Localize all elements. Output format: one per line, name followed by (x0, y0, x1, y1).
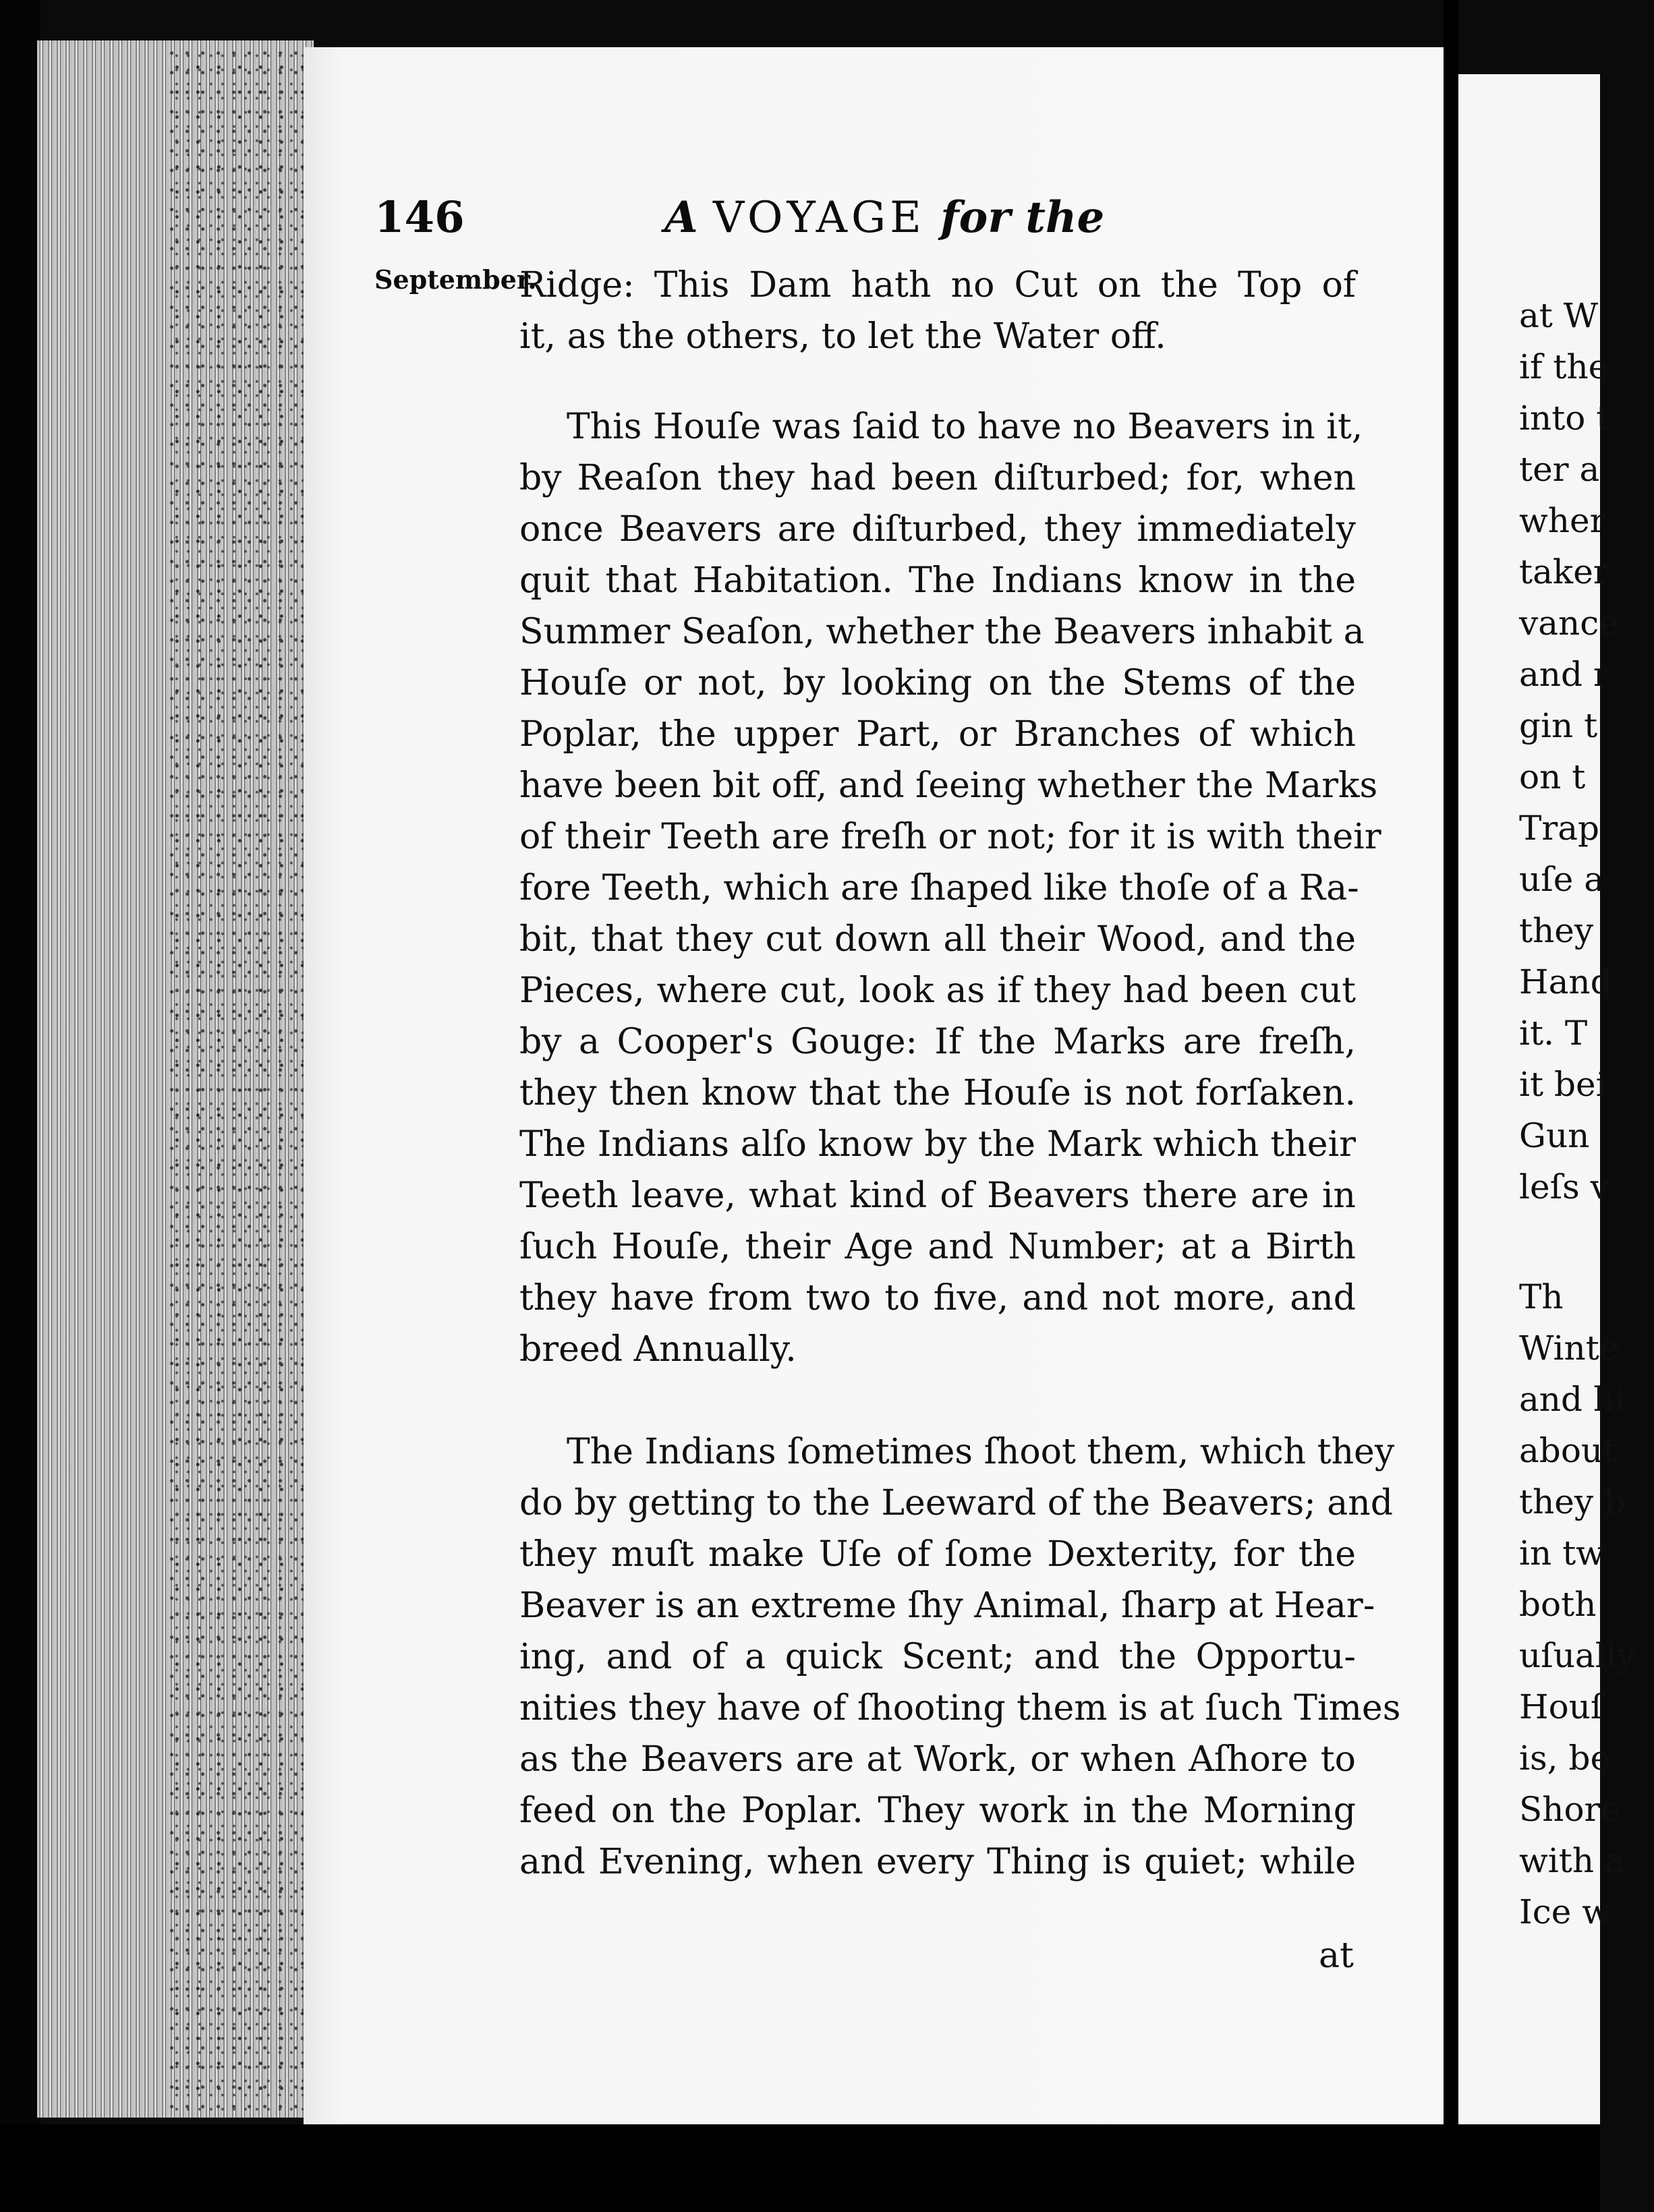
text-fragment: and hi (1519, 1380, 1626, 1419)
text-fragment: gin t (1519, 706, 1598, 745)
text-fragment: ter a (1519, 450, 1600, 489)
running-head-title (664, 192, 1104, 243)
text-fragment: Houſ (1519, 1687, 1603, 1726)
text-fragment: in tw (1519, 1534, 1605, 1573)
scan-border-bottom (0, 2124, 1600, 2212)
text-fragment: Ice w (1519, 1892, 1612, 1931)
running-head-rest: for the (940, 192, 1105, 243)
text-fragment: they (1519, 911, 1594, 950)
paragraph-2 (519, 401, 1381, 1375)
text-fragment: Hand (1519, 962, 1612, 1001)
text-fragment: and r (1519, 655, 1609, 694)
text-fragment: uſe a (1519, 860, 1605, 899)
text-line: nities they have of ſhooting them is at ſuch Times (519, 1688, 1401, 1728)
book-gutter-shadow (1444, 0, 1458, 2212)
text-line: they then know that the Houſe is not forſaken. (519, 1073, 1356, 1113)
text-fragment: they b (1519, 1482, 1626, 1521)
page-number: 146 (374, 192, 465, 243)
text-fragment: at W (1519, 296, 1599, 335)
text-fragment: on t (1519, 757, 1586, 796)
text-line: Beaver is an extreme ſhy Animal, ſharp at Hear- (519, 1585, 1375, 1626)
text-fragment: if the (1519, 347, 1609, 386)
text-line: Pieces, where cut, look as if they had been cut (519, 970, 1356, 1011)
text-fragment: uſually (1519, 1636, 1636, 1675)
paragraph-1 (519, 260, 1356, 362)
text-fragment: Gun (1519, 1116, 1590, 1155)
text-fragment: wher (1519, 501, 1606, 540)
text-line: feed on the Poplar. They work in the Morning (519, 1791, 1356, 1831)
text-line: by a Cooper's Gouge: If the Marks are freſh, (519, 1022, 1356, 1062)
text-line: as the Beavers are at Work, or when Aſhore to (519, 1739, 1356, 1780)
scan-border-left (0, 0, 40, 2212)
text-line: Houſe or not, by looking on the Stems of the (519, 663, 1356, 703)
text-fragment: is, be (1519, 1739, 1611, 1778)
running-head-initial: A (664, 192, 698, 243)
paragraph-3 (519, 1426, 1401, 1888)
text-line: Ridge: This Dam hath no Cut on the Top of (519, 265, 1356, 305)
text-fragment: leſs v (1519, 1167, 1609, 1206)
text-fragment: Shore (1519, 1790, 1621, 1829)
text-line: by Reaſon they had been diſturbed; for, when (519, 458, 1356, 498)
text-fragment: it bei (1519, 1065, 1607, 1104)
text-line: This Houſe was ſaid to have no Beavers in it, (567, 407, 1363, 447)
text-line: breed Annually. (519, 1329, 797, 1370)
text-line: it, as the others, to let the Water off. (519, 316, 1166, 357)
text-line: Summer Seaſon, whether the Beavers inhabit a (519, 612, 1365, 652)
text-fragment: vance (1519, 604, 1619, 643)
page-edge-speckle (169, 47, 317, 2111)
text-line: and Evening, when every Thing is quiet; while (519, 1842, 1356, 1882)
catchword: at (1319, 1936, 1354, 1976)
text-line: Poplar, the upper Part, or Branches of which (519, 714, 1356, 755)
text-fragment: Trap (1519, 809, 1600, 848)
text-line: ing, and of a quick Scent; and the Opportu- (519, 1637, 1356, 1677)
text-line: The Indians ſometimes ſhoot them, which they (567, 1432, 1395, 1472)
text-line: fore Teeth, which are ſhaped like thoſe of a Ra- (519, 868, 1359, 908)
text-fragment: both (1519, 1585, 1597, 1624)
text-line: do by getting to the Leeward of the Beavers; and (519, 1483, 1394, 1523)
running-head-caps: VOYAGE (712, 193, 925, 243)
text-line: of their Teeth are freſh or not; for it is with their (519, 817, 1381, 857)
text-line: once Beavers are diſturbed, they immediately (519, 509, 1356, 550)
facing-page-fragment-block-1 (1519, 290, 1654, 1213)
text-fragment: Th (1519, 1277, 1564, 1316)
text-fragment: it. T (1519, 1014, 1588, 1053)
text-line: they have from two to five, and not more, and (519, 1278, 1356, 1318)
text-line: ſuch Houſe, their Age and Number; at a Birth (519, 1227, 1356, 1267)
text-fragment: taker (1519, 552, 1609, 591)
text-fragment: Winte (1519, 1329, 1620, 1368)
text-fragment: with a (1519, 1841, 1625, 1880)
margin-note-month: September. (374, 264, 537, 295)
text-line: they muſt make Uſe of ſome Dexterity, for the (519, 1534, 1356, 1575)
text-fragment: about (1519, 1431, 1617, 1470)
text-line: The Indians alſo know by the Mark which their (519, 1124, 1356, 1165)
text-fragment: into t (1519, 399, 1610, 438)
facing-page (1458, 0, 1636, 2212)
text-line: Teeth leave, what kind of Beavers there are in (519, 1175, 1356, 1216)
facing-page-fragment-block-2 (1519, 1271, 1654, 1938)
text-line: quit that Habitation. The Indians know in the (519, 560, 1356, 601)
text-line: have been bit off, and ſeeing whether the Marks (519, 765, 1378, 806)
text-line: bit, that they cut down all their Wood, and the (519, 919, 1356, 960)
